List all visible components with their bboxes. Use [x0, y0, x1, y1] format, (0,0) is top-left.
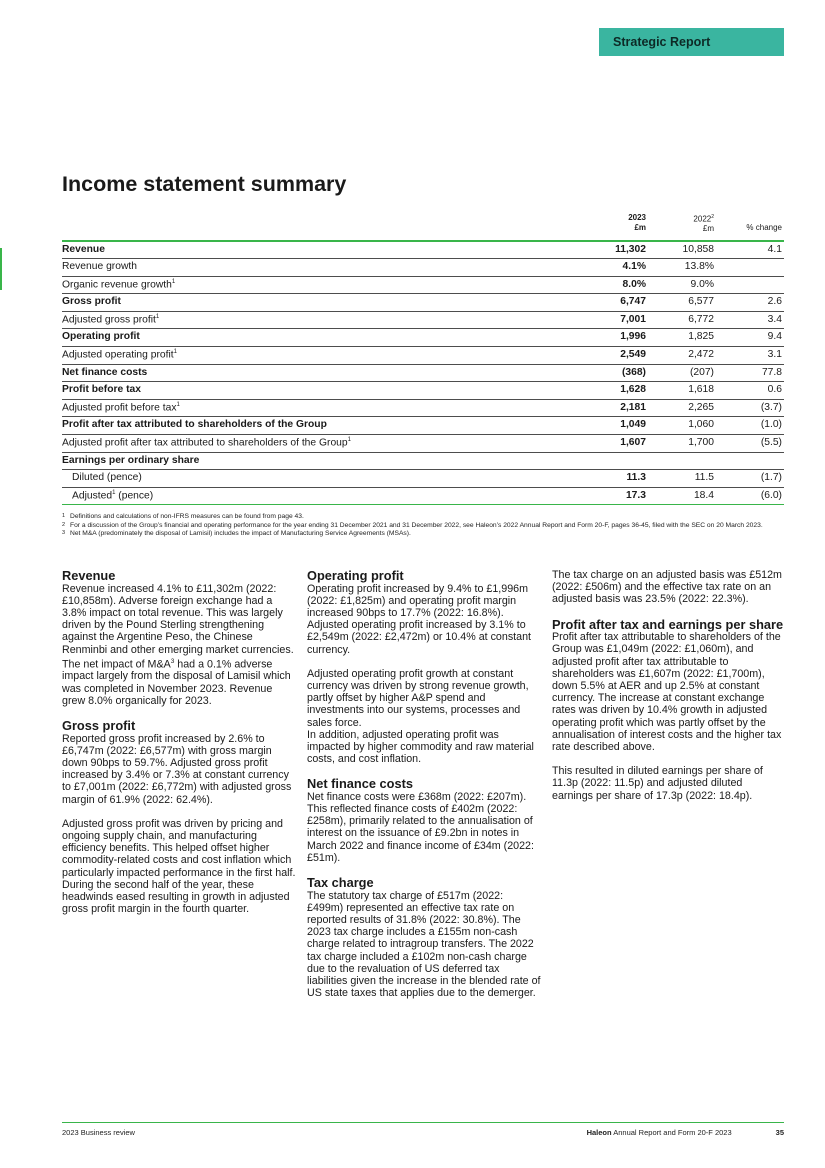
footnote: 2 For a discussion of the Group’s financial and operating performance for the year ending 31 December 2021 and 31 December 2022, see Haleon’s 2022 Annual Report and Form 20-F, pages 36-45, filed with the SEC on 20 March 2023. [62, 521, 763, 529]
table-header [62, 212, 784, 240]
operating-profit-text: Adjusted operating profit growth at constant currency was driven by strong revenue growth, partly offset by higher A&P spend and investments into our systems, processes and sales force. [307, 667, 529, 729]
column-middle [307, 569, 542, 999]
table-row: Profit before tax 1,628 1,618 0.6 [62, 382, 784, 400]
revenue-text: Revenue increased 4.1% to £11,302m (2022: £10,858m). Adverse foreign exchange had a 3.8% impact on total revenue. This was largely driven by the Pound Sterling strengthening against the Argentine Peso, the Chinese Renminbi and other emerging market currencies. The net impact of $M\&A^3$ had a 0.1% adverse impact largely from the disposal of Lamisil which was completed in November 2023. Revenue grew 8.0% organically for 2023. [62, 582, 294, 707]
footer-rule [62, 1122, 784, 1123]
net-finance-text: Net finance costs were £368m (2022: £207m). This reflected finance costs of £402m (2022: £258m), primarily related to the annualisation of interest on the issuance of £9.2bn in notes in March 2022 and finance income of £34m (2022: £51m). [307, 790, 534, 864]
operating-profit-text: Operating profit increased by 9.4% to £1,996m (2022: £1,825m) and operating profit margin increased 90bps to 17.7% (2022: 16.8%). Adjusted operating profit increased by 3.1% to £2,549m (2022: £2,472m) or 10.4% at constant currency. [307, 582, 531, 656]
column-right [552, 569, 784, 802]
pat-eps-heading: Profit after tax and earnings per share [552, 616, 784, 632]
table-row: Adjusted operating profit$^1$ 2,549 2,472 3.1 [62, 347, 784, 365]
table-row: Adjusted profit after tax attributed to shareholders of the Group$^1$ 1,607 1,700 (5.5) [62, 435, 784, 453]
footnote: 3 Net M&A (predominately the disposal of Lamisil) includes the impact of Manufacturing Service Agreements (MSAs). [62, 530, 411, 538]
pat-eps-text: This resulted in diluted earnings per share of 11.3p (2022: 11.5p) and adjusted diluted earnings per share of 17.3p (2022: 18.4p). [552, 765, 763, 802]
header-2023: 2023 £m [628, 213, 646, 232]
table-row: Revenue growth 4.1% 13.8% [62, 259, 784, 277]
pat-eps-text: Profit after tax attributable to shareholders of the Group was £1,049m (2022: £1,060m), and adjusted profit after tax attributable to shareholders was £1,607m (2022: £1,700m), down 5.5% at AER and up 2.5% at constant currency. The increase at constant exchange rates was driven by 10.4% growth in adjusted operating profit which was partly offset by the annualisation of interest costs and the higher tax rate described above. [552, 631, 782, 753]
section-badge: Strategic Report [599, 28, 784, 56]
page-number: 35 [775, 1128, 784, 1137]
table-row: Adjusted gross profit$^1$ 7,001 6,772 3.4 [62, 312, 784, 330]
footer-brand: Haleon [586, 1128, 612, 1137]
footnote: 1 Definitions and calculations of non-IFRS measures can be found from page 43. [62, 513, 304, 520]
footer-section: 2023 Business review [62, 1128, 135, 1137]
header-2022: 2022$^2$ £m [693, 214, 714, 234]
page-title: Income statement summary [62, 172, 347, 196]
net-finance-heading: Net finance costs [307, 776, 413, 792]
page-edge-marker [0, 248, 2, 290]
table-row: Adjusted profit before tax$^1$ 2,181 2,265 (3.7) [62, 400, 784, 418]
footnotes [62, 513, 784, 539]
adjusted-tax-text: The tax charge on an adjusted basis was £512m (2022: £506m) and the effective tax rate on an adjusted basis was 23.5% (2022: 22.3%). [552, 569, 782, 606]
table-row: Adjusted$^1$ (pence) 17.3 18.4 (6.0) [62, 488, 784, 506]
table-row: Gross profit 6,747 6,577 2.6 [62, 294, 784, 312]
tax-charge-heading: Tax charge [307, 875, 374, 891]
table-row: Operating profit 1,996 1,825 9.4 [62, 329, 784, 347]
gross-profit-text: Adjusted gross profit was driven by pricing and ongoing supply chain, and manufacturing efficiency benefits. This helped offset higher commodity-related costs and cost inflation which particularly impacted performance in the first half. During the second half of the year, these headwinds eased resulting in growth in adjusted gross profit margin in the fourth quarter. [62, 817, 296, 916]
operating-profit-text: In addition, adjusted operating profit was impacted by higher commodity and raw material costs, and cost inflation. [307, 728, 534, 766]
table-row: Net finance costs (368) (207) 77.8 [62, 365, 784, 383]
operating-profit-heading: Operating profit [307, 568, 404, 583]
header-change: % change [746, 223, 782, 232]
gross-profit-heading: Gross profit [62, 718, 136, 734]
table-row: Profit after tax attributed to shareholders of the Group 1,049 1,060 (1.0) [62, 417, 784, 435]
income-statement-table [62, 212, 784, 505]
tax-charge-text: The statutory tax charge of £517m (2022: £499m) represented an effective tax rate on reported results of 31.8% (2022: 30.8%). The 2023 tax charge includes a £155m non-cash charge related to intragroup transfers. The 2022 tax charge included a £102m non-cash charge due to the revaluation of US deferred tax liabilities given the increase in the blended rate of US state taxes that applies due to the demerger. [307, 889, 541, 1000]
gross-profit-text: Reported gross profit increased by 2.6% to £6,747m (2022: £6,577m) with gross margin down 90bps to 59.7%. Adjusted gross profit increased by 3.4% or 7.3% at constant currency to £7,001m (2022: £6,772m) with adjusted gross margin of 61.9% (2022: 62.4%). [62, 732, 292, 806]
table-row: Revenue 11,302 10,858 4.1 [62, 242, 784, 260]
revenue-heading: Revenue [62, 568, 116, 583]
table-row: Diluted (pence) 11.3 11.5 (1.7) [62, 470, 784, 488]
footer-report: Haleon Annual Report and Form 20-F 2023 35 [586, 1128, 784, 1137]
table-row: Organic revenue growth$^1$ 8.0% 9.0% [62, 277, 784, 295]
column-left [62, 569, 296, 915]
table-row: Earnings per ordinary share [62, 453, 784, 471]
